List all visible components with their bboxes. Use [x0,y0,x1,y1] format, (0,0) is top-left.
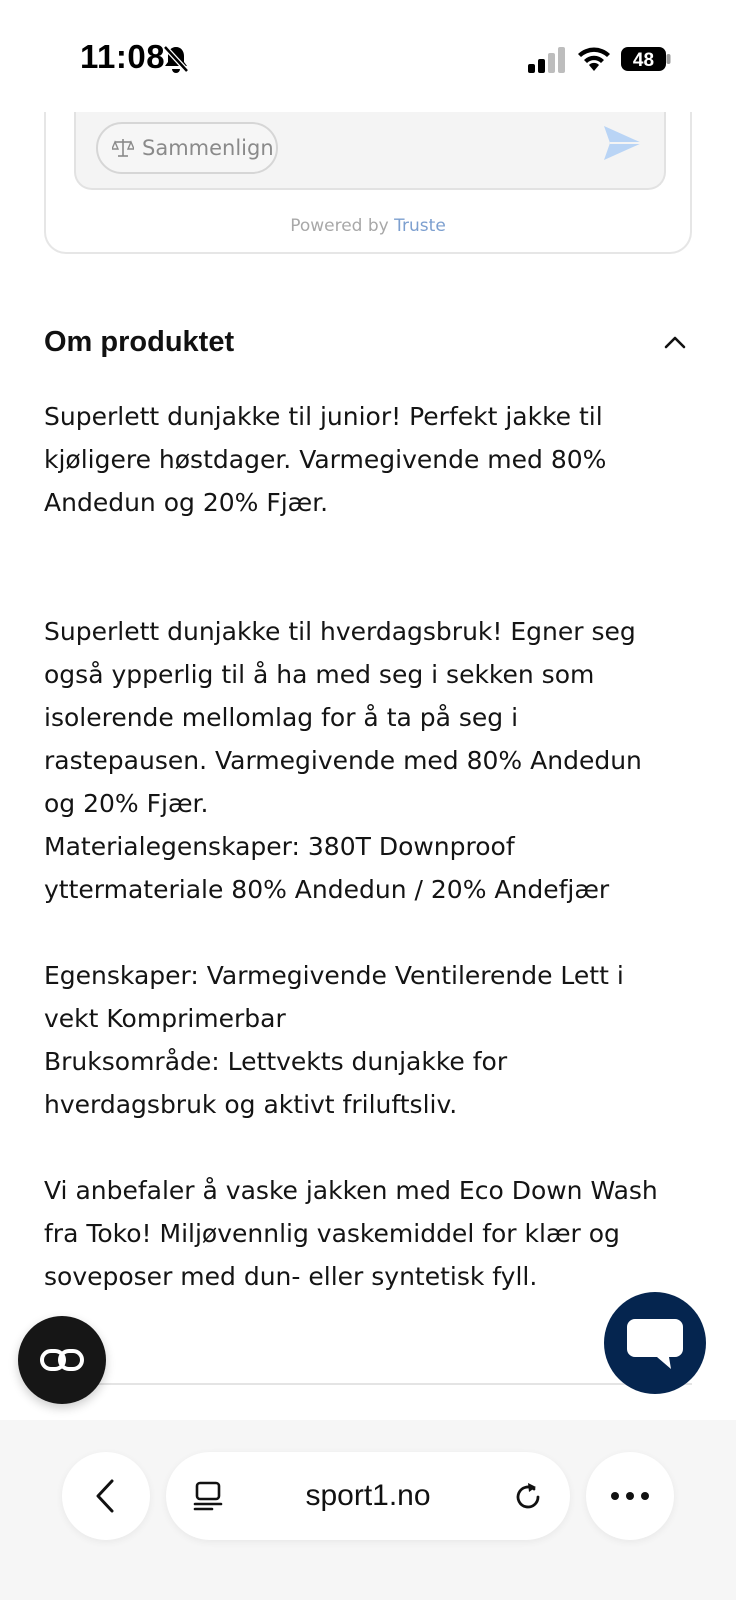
desc-line: også ypperlig til å ha med seg i sekken som [44,660,595,689]
desc-line: Vi anbefaler å vaske jakken med Eco Down Wash [44,1176,658,1205]
divider [44,1383,692,1385]
desc-line: Materialegenskaper: 380T Downproof [44,832,515,861]
status-bar [0,0,736,112]
chat-button[interactable] [604,1292,706,1394]
bell-slash-icon [162,44,190,74]
reload-icon[interactable] [512,1480,544,1512]
chat-icon [625,1315,685,1371]
desc-line: Egenskaper: Varmegivende Ventilerende Lett i [44,961,624,990]
more-button[interactable] [586,1452,674,1540]
status-time: 11:08 [80,38,166,75]
glasses-icon [39,1348,85,1372]
desc-line: vekt Komprimerbar [44,1004,286,1033]
battery-icon [620,45,672,73]
signal-icon [528,47,566,73]
glasses-button[interactable] [18,1316,106,1404]
desc-line: rastepausen. Varmegivende med 80% Andedun [44,746,642,775]
back-icon [94,1478,118,1514]
about-section-header[interactable] [44,326,692,366]
powered-by-brand[interactable]: Truste [394,216,446,236]
desc-line: og 20% Fjær. [44,789,209,818]
powered-by [46,216,690,236]
scale-icon [112,137,134,159]
battery-level: 48 [632,50,655,71]
desc-line: yttermateriale 80% Andedun / 20% Andefjær [44,875,610,904]
desc-line: Bruksområde: Lettvekts dunjakke for [44,1047,508,1076]
desc-line: isolerende mellomlag for å ta på seg i [44,703,519,732]
desc-line: hverdagsbruk og aktivt friluftsliv. [44,1090,458,1119]
compare-chip[interactable] [96,122,278,174]
section-title: Om produktet [44,326,235,358]
desc-line: fra Toko! Miljøvennlig vaskemiddel for klær og [44,1219,620,1248]
compare-input-area[interactable] [74,110,666,190]
compare-chip-label: Sammenlign [142,136,274,160]
url-text: sport1.no [305,1479,431,1512]
back-button[interactable] [62,1452,150,1540]
more-icon [610,1491,650,1501]
powered-by-prefix: Powered by [290,216,389,236]
desc-line: Andedun og 20% Fjær. [44,488,329,517]
reader-icon[interactable] [192,1480,224,1512]
wifi-icon [577,45,611,73]
address-bar[interactable] [166,1452,570,1540]
browser-toolbar [0,1420,736,1600]
product-description [44,395,704,1298]
send-icon[interactable] [602,124,644,162]
desc-line: kjøligere høstdager. Varmegivende med 80% [44,445,607,474]
desc-line: Superlett dunjakke til hverdagsbruk! Egner seg [44,617,636,646]
desc-line: Superlett dunjakke til junior! Perfekt jakke til [44,402,603,431]
chevron-up-icon[interactable] [662,332,688,352]
desc-line: soveposer med dun- eller syntetisk fyll. [44,1262,538,1291]
